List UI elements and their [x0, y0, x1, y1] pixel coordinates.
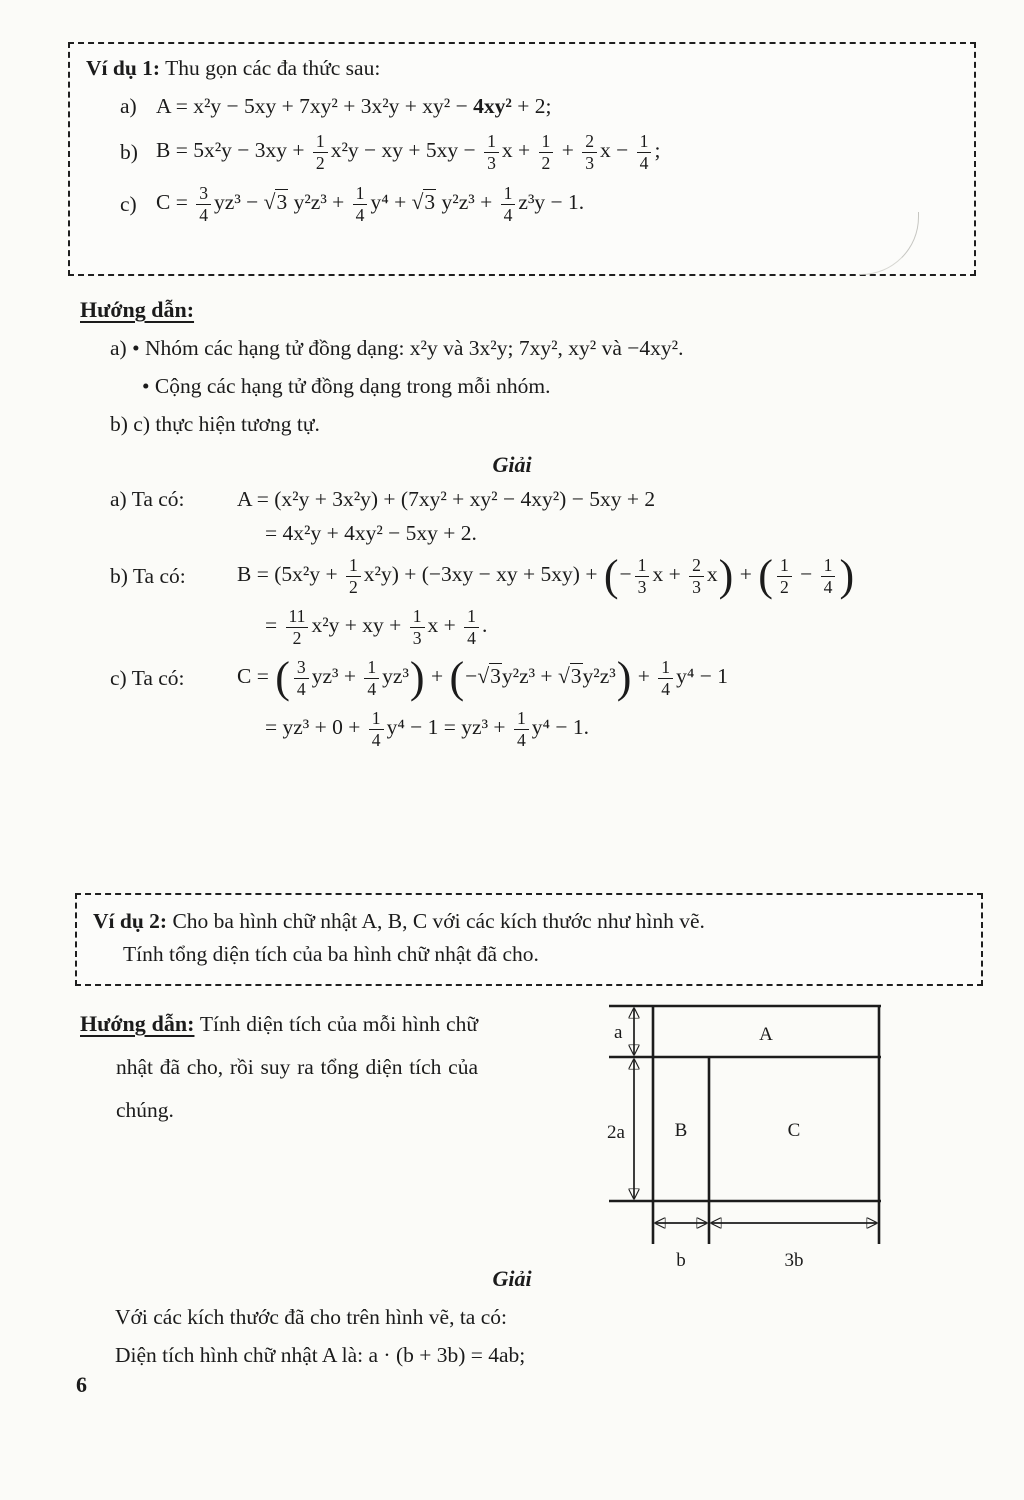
step-math: A = (x²y + 3x²y) + (7xy² + xy² − 4xy²) − 5xy + 2	[237, 487, 656, 511]
solution1-section	[0, 452, 1024, 750]
step-math: = $\frac{11}{2}$ x²y + xy + $\frac{1}{3}$ x + $\frac{1}{4}$ .	[265, 606, 488, 649]
example1-box	[68, 42, 976, 276]
step-math: B = (5x²y + $\frac{1}{2}$ x²y) + (−3xy − xy + 5xy) + (− $\frac{1}{3}$ x + $\frac{2}{3}$ x) + ( $\frac{1}{2}$ − $\frac{1}{4}$ )	[237, 551, 855, 601]
step-math: = yz³ + 0 + $\frac{1}{4}$ y⁴ − 1 = yz³ + $\frac{1}{4}$ y⁴ − 1.	[265, 708, 589, 751]
example2-label: Ví dụ 2:	[93, 909, 168, 933]
rectangles-figure	[606, 996, 908, 1278]
dim-label-2a: 2a	[607, 1122, 625, 1143]
dim-label-3b: 3b	[784, 1250, 804, 1271]
dim-label-a: a	[614, 1022, 623, 1043]
solution2-line2: Diện tích hình chữ nhật A là: a · (b + 3b) = 4ab;	[115, 1343, 526, 1367]
item-tag: a)	[120, 94, 137, 118]
example1-item-a	[120, 94, 958, 119]
example2-line2: Tính tổng diện tích của ba hình chữ nhật đã cho.	[123, 942, 539, 967]
example1-title	[86, 56, 958, 81]
solution2-line1: Với các kích thước đã cho trên hình vẽ, ta có:	[115, 1305, 507, 1329]
step-math: C = ( $\frac{3}{4}$ yz³ + $\frac{1}{4}$ yz³) + (−√3y²z³ + √3y²z³) + $\frac{1}{4}$ y⁴ − 1	[237, 653, 728, 703]
solution-step	[110, 487, 1024, 512]
rect-label-A: A	[759, 1024, 773, 1045]
example2-box	[75, 893, 983, 986]
example2-line1-text: Cho ba hình chữ nhật A, B, C với các kích thước như hình vẽ.	[167, 909, 705, 933]
example1-item-c	[120, 183, 958, 225]
example1-label: Ví dụ 1:	[86, 56, 161, 80]
rect-label-C: C	[787, 1120, 801, 1141]
guide1-line-a: a) • Nhóm các hạng tử đồng dạng: x²y và 3x²y; 7xy², xy² và −4xy².	[110, 336, 684, 360]
page-number: 6	[76, 1372, 87, 1397]
step-math: = 4x²y + 4xy² − 5xy + 2.	[265, 521, 477, 545]
solution1-heading: Giải	[492, 452, 532, 477]
solution2-section	[0, 1266, 1024, 1368]
guide1-line-c: b) c) thực hiện tương tự.	[110, 412, 320, 436]
dim-label-b: b	[676, 1250, 686, 1271]
item-tag: b)	[120, 139, 138, 164]
item-formula: B = 5x²y − 3xy + $\frac{1}{2}$ x²y − xy + 5xy − $\frac{1}{3}$ x + $\frac{1}{2}$ + $\frac{2}{3}$ x − $\frac{1}{4}$ ;	[156, 131, 661, 174]
solution-step	[110, 653, 1024, 703]
item-formula: C = $\frac{3}{4}$ yz³ − √3 y²z³ + $\frac{1}{4}$ y⁴ + √3 y²z³ + $\frac{1}{4}$ z³y − 1.	[156, 183, 585, 226]
guide2-text: Tính diện tích của mỗi hình chữ nhật đã cho, rồi suy ra tổng diện tích của chúng.	[116, 1012, 478, 1122]
guide1-heading: Hướng dẫn:	[80, 297, 195, 322]
guide2-section	[80, 1002, 478, 1132]
step-label: c) Ta có:	[110, 665, 185, 690]
rect-label-B: B	[674, 1120, 688, 1141]
guide1-line-b: • Cộng các hạng tử đồng dạng trong mỗi nhóm.	[142, 374, 551, 398]
guide2-paragraph	[80, 1002, 478, 1132]
solution-step-cont	[265, 606, 1024, 648]
example1-title-text: Thu gọn các đa thức sau:	[160, 56, 381, 80]
example2-line1	[93, 905, 965, 938]
solution2-heading: Giải	[492, 1266, 532, 1291]
rectangles-diagram	[606, 996, 908, 1278]
example1-item-b	[120, 131, 958, 173]
step-label: a) Ta có:	[110, 487, 185, 511]
solution-step	[110, 551, 1024, 601]
solution-step-cont	[265, 708, 1024, 750]
item-formula: A = x²y − 5xy + 7xy² + 3x²y + xy² − 4xy² + 2;	[156, 94, 552, 118]
guide1-section	[80, 297, 980, 437]
guide2-heading: Hướng dẫn:	[80, 1011, 195, 1036]
solution-step-cont	[265, 521, 1024, 546]
step-label: b) Ta có:	[110, 563, 186, 588]
item-tag: c)	[120, 191, 137, 216]
